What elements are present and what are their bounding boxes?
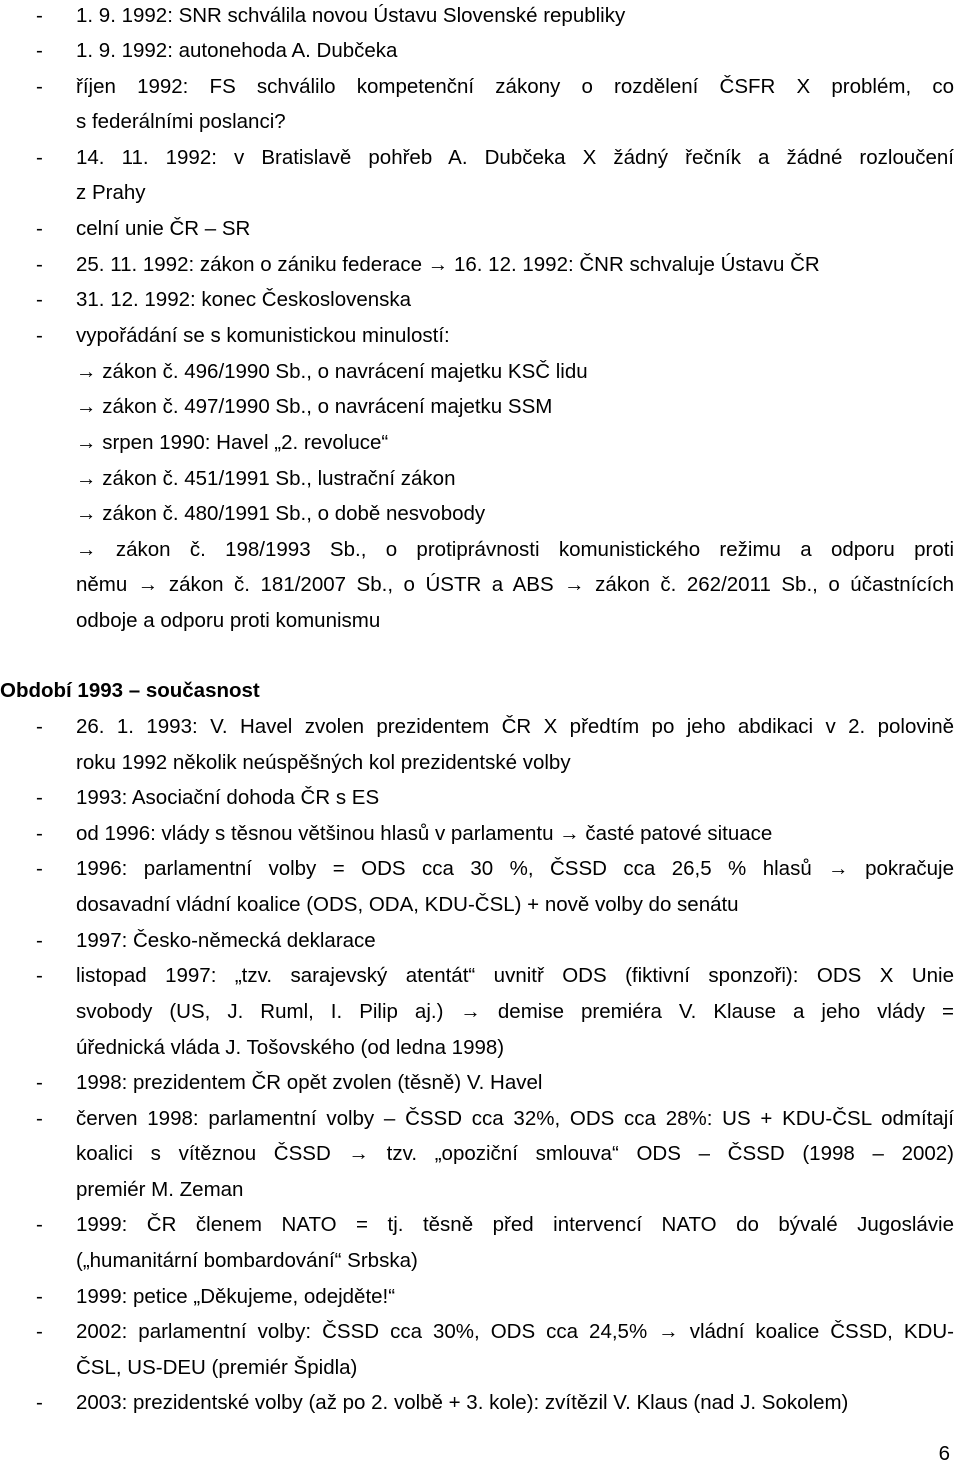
list-item-text: říjen 1992: FS schválilo kompetenční zákony o rozdělení ČSFR X problém, co: [76, 75, 954, 98]
list-item-text: 1. 9. 1992: SNR schválila novou Ústavu Slovenské republiky: [76, 4, 626, 27]
list-item-text: 14. 11. 1992: v Bratislavě pohřeb A. Dubčeka X žádný řečník a žádné rozloučení: [76, 146, 954, 169]
bullet-dash: -: [36, 786, 43, 809]
bullet-dash: -: [36, 39, 43, 62]
bullet-dash: -: [36, 146, 43, 169]
list-item-text: roku 1992 několik neúspěšných kol prezidentské volby: [76, 751, 571, 774]
bullet-dash: -: [36, 75, 43, 98]
list-item-text: premiér M. Zeman: [76, 1178, 244, 1201]
list-item-text: 1999: petice „Děkujeme, odejděte!“: [76, 1285, 396, 1308]
list-item-text: úřednická vláda J. Tošovského (od ledna 1998): [76, 1036, 505, 1059]
bullet-dash: -: [36, 822, 43, 845]
bullet-dash: -: [36, 929, 43, 952]
bullet-dash: -: [36, 1391, 43, 1414]
bullet-dash: -: [36, 857, 43, 880]
arrow-line-text: → zákon č. 496/1990 Sb., o navrácení majetku KSČ lidu: [76, 360, 588, 383]
list-item-text: 1993: Asociační dohoda ČR s ES: [76, 786, 380, 809]
bullet-dash: -: [36, 1285, 43, 1308]
bullet-dash: -: [36, 253, 43, 276]
list-item-text: dosavadní vládní koalice (ODS, ODA, KDU-ČSL) + nově volby do senátu: [76, 893, 739, 916]
arrow-line-text: → zákon č. 497/1990 Sb., o navrácení majetku SSM: [76, 395, 553, 418]
list-item-text: ČSL, US-DEU (premiér Špidla): [76, 1356, 358, 1379]
arrow-line-text: → srpen 1990: Havel „2. revoluce“: [76, 431, 389, 454]
list-item-text: 1996: parlamentní volby = ODS cca 30 %, ČSSD cca 26,5 % hlasů → pokračuje: [76, 857, 954, 880]
list-item-text: 2003: prezidentské volby (až po 2. volbě + 3. kole): zvítězil V. Klaus (nad J. Sokolem): [76, 1391, 849, 1414]
list-item-text: 1999: ČR členem NATO = tj. těsně před intervencí NATO do bývalé Jugoslávie: [76, 1213, 954, 1236]
list-item-text: („humanitární bombardování“ Srbska): [76, 1249, 418, 1272]
bullet-dash: -: [36, 4, 43, 27]
arrow-line-text: němu → zákon č. 181/2007 Sb., o ÚSTR a ABS → zákon č. 262/2011 Sb., o účastnících: [76, 573, 954, 596]
bullet-dash: -: [36, 715, 43, 738]
list-item-text: 1998: prezidentem ČR opět zvolen (těsně) V. Havel: [76, 1071, 543, 1094]
list-item-text: listopad 1997: „tzv. sarajevský atentát“ uvnitř ODS (fiktivní sponzoři): ODS X Unie: [76, 964, 954, 987]
list-item-text: od 1996: vlády s těsnou většinou hlasů v parlamentu → časté patové situace: [76, 822, 773, 845]
list-item-text: svobody (US, J. Ruml, I. Pilip aj.) → demise premiéra V. Klause a jeho vlády =: [76, 1000, 954, 1023]
list-item-text: s federálními poslanci?: [76, 110, 286, 133]
bullet-dash: -: [36, 324, 43, 347]
list-item-text: 1997: Česko-německá deklarace: [76, 929, 376, 952]
arrow-line-text: → zákon č. 451/1991 Sb., lustrační zákon: [76, 467, 456, 490]
bullet-dash: -: [36, 217, 43, 240]
page-number: 6: [938, 1442, 950, 1465]
bullet-dash: -: [36, 1107, 43, 1130]
list-item-text: 2002: parlamentní volby: ČSSD cca 30%, ODS cca 24,5% → vládní koalice ČSSD, KDU-: [76, 1320, 954, 1343]
bullet-dash: -: [36, 964, 43, 987]
list-item-text: 25. 11. 1992: zákon o zániku federace → 16. 12. 1992: ČNR schvaluje Ústavu ČR: [76, 253, 820, 276]
arrow-line-text: → zákon č. 480/1991 Sb., o době nesvobody: [76, 502, 486, 525]
arrow-line-text: → zákon č. 198/1993 Sb., o protiprávnosti komunistického režimu a odporu proti: [76, 538, 954, 561]
bullet-dash: -: [36, 1320, 43, 1343]
list-item-text: celní unie ČR – SR: [76, 217, 251, 240]
list-item-text: červen 1998: parlamentní volby – ČSSD cca 32%, ODS cca 28%: US + KDU-ČSL odmítají: [76, 1107, 954, 1130]
section-heading: Období 1993 – současnost: [0, 679, 260, 702]
list-item-text: z Prahy: [76, 181, 146, 204]
list-item-text: koalici s vítěznou ČSSD → tzv. „opoziční smlouva“ ODS – ČSSD (1998 – 2002): [76, 1142, 954, 1165]
list-item-text: 26. 1. 1993: V. Havel zvolen prezidentem ČR X předtím po jeho abdikaci v 2. polovině: [76, 715, 954, 738]
bullet-dash: -: [36, 1071, 43, 1094]
arrow-line-text: odboje a odporu proti komunismu: [76, 609, 381, 632]
list-item-text: vypořádání se s komunistickou minulostí:: [76, 324, 450, 347]
list-item-text: 31. 12. 1992: konec Československa: [76, 288, 412, 311]
bullet-dash: -: [36, 288, 43, 311]
list-item-text: 1. 9. 1992: autonehoda A. Dubčeka: [76, 39, 398, 62]
bullet-dash: -: [36, 1213, 43, 1236]
